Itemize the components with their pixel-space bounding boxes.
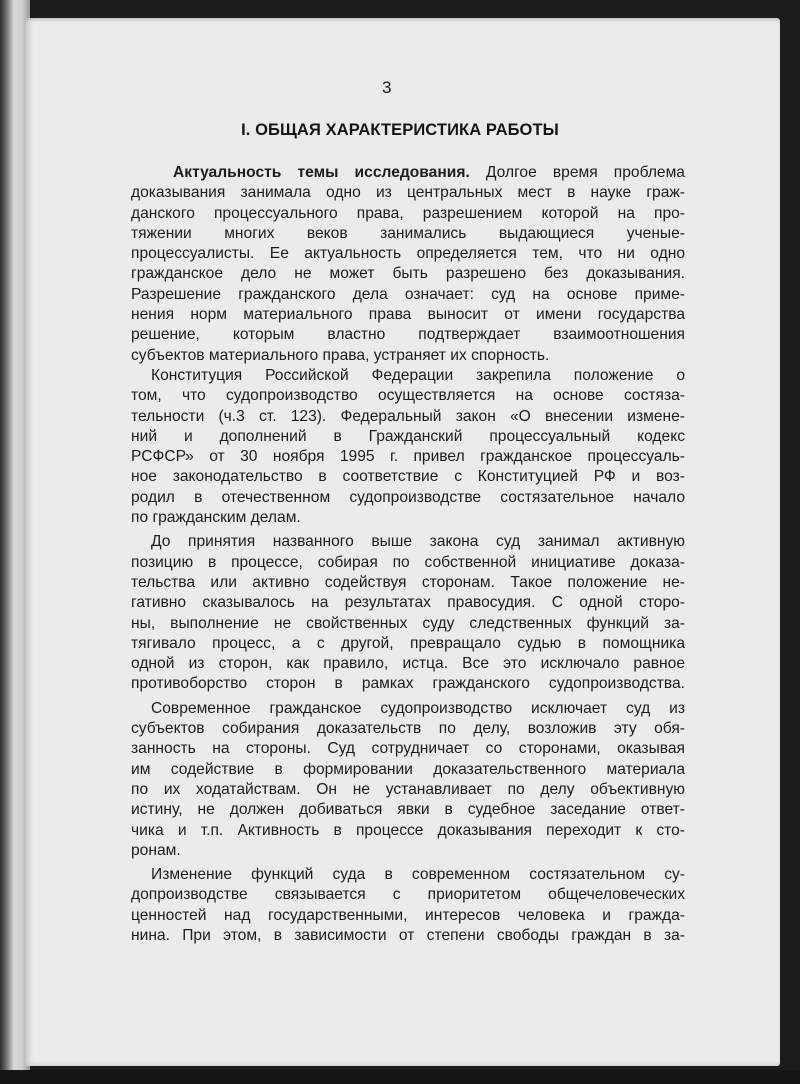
text-line: нина. При этом, в зависимости от степени свободы граждан в за- (131, 926, 685, 944)
scan-bottom-edge (0, 1070, 800, 1084)
body-text (131, 163, 685, 946)
text-line: ное законодательство в соответствие с Конституцией РФ и воз- (131, 468, 685, 486)
text-line: гативно сказывалось на результатах правосудия. С одной сторо- (131, 594, 685, 612)
text-line: Изменение функций суда в современном состязательном су- (151, 866, 685, 884)
text-line: занность на стороны. Суд сотрудничает со сторонами, оказывая (131, 740, 685, 758)
text-line: чика и т.п. Активность в процессе доказывания переходит к сто- (131, 821, 685, 839)
paragraph (131, 532, 685, 694)
text-line: истину, не должен добиваться явки в судебное заседание ответ- (131, 801, 685, 819)
paragraph (131, 366, 685, 528)
text-line: нения норм материального права выносит от имени государства (131, 306, 685, 324)
paragraph (131, 163, 685, 366)
page-number: 3 (382, 78, 392, 97)
text-line: ны, выполнение не свойственных суду следственных функций за- (131, 614, 685, 632)
text-line: РСФСР» от 30 ноября 1995 г. привел гражданское процессуаль- (131, 448, 685, 466)
text-line: доказывания занимала одно из центральных мест в науке граж- (131, 184, 685, 202)
text-line: До принятия названного выше закона суд занимал активную (151, 533, 685, 551)
text-line: одной из сторон, как правило, истца. Все это исключало равное (131, 655, 685, 673)
text-line: по их ходатайствам. Он не устанавливает по делу объективную (131, 780, 685, 798)
section-title: I. ОБЩАЯ ХАРАКТЕРИСТИКА РАБОТЫ (241, 121, 559, 139)
text-line: том, что судопроизводство осуществляется на основе состяза- (131, 387, 685, 405)
text-line: по гражданским делам. (131, 509, 301, 527)
text-line: противоборство сторон в рамках гражданского судопроизводства. (131, 675, 685, 693)
text-line: Конституция Российской Федерации закрепила положение о (151, 366, 685, 384)
paragraph (131, 865, 685, 946)
text-line: позицию в процессе, собирая по собственной инициативе доказа- (131, 553, 685, 571)
text-line: процессуалисты. Ее актуальность определяется тем, что ни одно (131, 245, 685, 263)
text-fragment: Долгое время проблема (469, 164, 685, 181)
text-line (131, 163, 685, 183)
text-line: гражданское дело не может быть разрешено без доказывания. (131, 265, 685, 283)
text-line: субъектов материального права, устраняет их спорность. (131, 346, 550, 364)
text-line: ний и дополнений в Гражданский процессуальный кодекс (131, 427, 685, 445)
text-line: допроизводстве связывается с приоритетом общечеловеческих (131, 886, 685, 904)
text-line: решение, которым властно подтверждает взаимоотношения (131, 326, 685, 344)
text-line: ронам. (131, 841, 181, 859)
text-line: субъектов собирания доказательств по делу, возложив эту обя- (131, 720, 685, 738)
text-line: тельности (ч.3 ст. 123). Федеральный закон «О внесении измене- (131, 407, 685, 425)
text-line: родил в отечественном судопроизводстве состязательное начало (131, 488, 685, 506)
text-line: ценностей над государственными, интересов человека и гражда- (131, 906, 685, 924)
text-line: тяжении многих веков занимались выдающиеся ученые- (131, 224, 685, 242)
paragraph (131, 699, 685, 861)
text-line: данского процессуального права, разрешением которой на про- (131, 204, 685, 222)
text-line: Современное гражданское судопроизводство исключает суд из (151, 699, 685, 717)
paragraph-lead: Актуальность темы исследования. (173, 164, 470, 181)
text-line: тельства или активно содействуя сторонам. Такое положение не- (131, 573, 685, 591)
text-line: им содействие в формировании доказательственного материала (131, 760, 685, 778)
text-line: тягивало процесс, а с другой, превращало судью в помощника (131, 634, 685, 652)
text-line: Разрешение гражданского дела означает: суд на основе приме- (131, 285, 685, 303)
